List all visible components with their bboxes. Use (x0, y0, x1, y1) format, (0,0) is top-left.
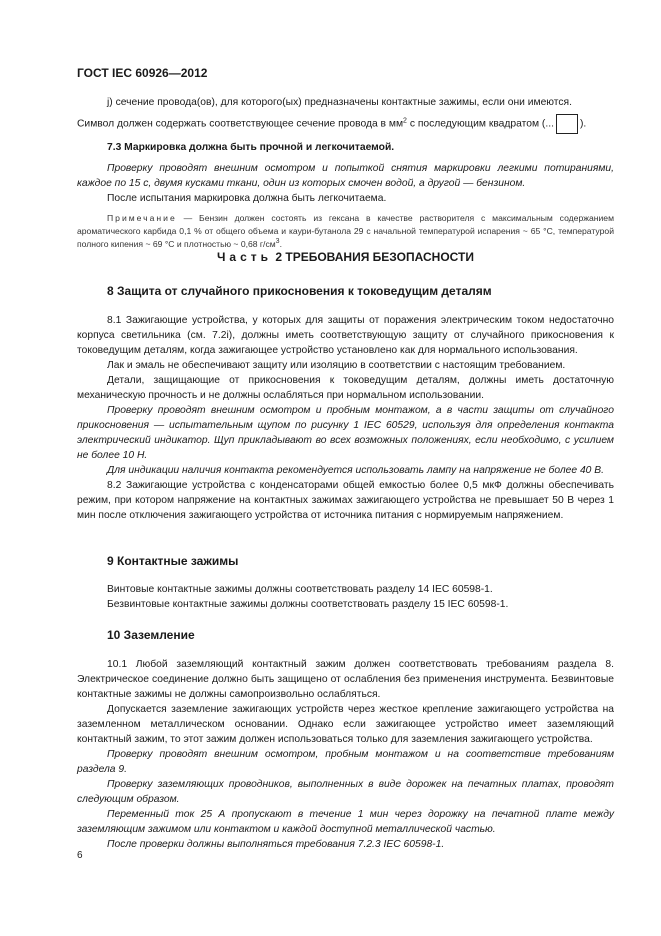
symbol-sup: 2 (403, 117, 407, 125)
section-10-1-check: Проверку проводят внешним осмотром, пробным монтажом и на соответствие требованиям раздела 9. (77, 749, 614, 775)
section-8-1-check: Проверку проводят внешним осмотром и пробным монтажом, а в части защиты от случайного прикосновения — испытательным щупом по рисунку 1 IEC 60529, используя для определения контакта электрический индикатор. Щуп прикладывают во всех возможных положениях, если необходимо, с усилием не более 10 Н. (77, 405, 614, 461)
section-10-1-after: После проверки должны выполняться требования 7.2.3 IEC 60598-1. (107, 839, 445, 850)
page-number: 6 (77, 850, 83, 861)
section-8-1-parts: Детали, защищающие от прикосновения к токоведущим деталям, должны иметь достаточную механическую прочность и не должны ослабляться при нормальном использовании. (77, 375, 614, 401)
section-7-3-title: 7.3 Маркировка должна быть прочной и легкочитаемой. (107, 142, 395, 153)
section-9-body (77, 582, 614, 612)
part-word: Часть (217, 250, 273, 264)
section-7-3-after: После испытания маркировка должна быть легкочитаема. (107, 193, 387, 204)
section-8-body (77, 313, 614, 523)
section-8-1-lacquer: Лак и эмаль не обеспечивают защиту или изоляцию в соответствии с настоящим требованием. (107, 360, 566, 371)
note-sup: 3 (275, 238, 280, 246)
note-label: Примечание (107, 213, 177, 223)
section-10-1: 10.1 Любой заземляющий контактный зажим должен соответствовать требованиям раздела 8. Электрическое соединение должно быть защищено от ослабления без применения инструмента. Безвинтовые контактные зажимы не должны самопроизвольно ослабляться. (77, 659, 614, 700)
note (77, 212, 614, 251)
section-10-1-allowed: Допускается заземление зажигающих устройств через жесткое крепление зажигающего устройства на заземленном металлическом основании. Однако если зажигающее устройство имеет заземляющий контактный зажим, то этот зажим должен использоваться только для заземления зажигающего устройства. (77, 704, 614, 745)
marking-items (77, 95, 614, 251)
symbol-text-c: ). (579, 118, 587, 130)
symbol-text: Символ должен содержать соответствующее сечение провода в мм (77, 118, 404, 130)
section-8-title: 8 Защита от случайного прикосновения к токоведущим деталям (107, 284, 492, 298)
symbol-requirement (77, 114, 614, 134)
part-2-heading (77, 250, 614, 264)
section-8-1: 8.1 Зажигающие устройства, у которых для защиты от поражения электрическим током недостаточно корпуса светильника (см. 7.2i), должны иметь соответствующую защиту от случайного прикосновения к токоведущим деталям, когда зажигающее устройство установлено как для нормального использования. (77, 315, 614, 356)
section-8-1-lamp: Для индикации наличия контакта рекомендуется использовать лампу на напряжение не более 40 В. (107, 465, 604, 476)
standard-header: ГОСТ IEC 60926—2012 (77, 66, 208, 80)
section-9-screw: Винтовые контактные зажимы должны соответствовать разделу 14 IEC 60598-1. (107, 584, 493, 595)
section-10-1-current: Переменный ток 25 А пропускают в течение 1 мин через дорожку на печатной плате между заземляющим зажимом или контактом и каждой доступной металлической частью. (77, 809, 614, 835)
symbol-text-b: с последующим квадратом (... (406, 118, 554, 130)
part-title: 2 ТРЕБОВАНИЯ БЕЗОПАСНОСТИ (272, 250, 474, 264)
note-text: — Бензин должен состоять из гексана в качестве растворителя с максимальным содержанием ароматического карбида 0,1 % от общего объема и каури-бутанола 29 с начальной температурой испарения ~ 65 °С, температурой полного кипения ~ 69 °С и плотностью ~ 0,68 г/см (77, 213, 614, 249)
section-7-3-check: Проверку проводят внешним осмотром и попыткой снятия маркировки легкими потираниями, каждое по 15 с, двумя кусками ткани, один из которых смочен водой, а другой — бензином. (77, 163, 614, 189)
section-8-2: 8.2 Зажигающие устройства с конденсаторами общей емкостью более 0,5 мкФ должны обеспечивать режим, при котором напряжение на контактных зажимах зажигающего устройства не превышает 50 В через 1 мин после отключения зажигающего устройства от источника питания с нормируемым напряжением. (77, 480, 614, 521)
section-10-body (77, 657, 614, 852)
section-10-title: 10 Заземление (107, 628, 195, 642)
note-text-end: . (279, 239, 282, 249)
square-symbol (556, 114, 578, 134)
section-9-title: 9 Контактные зажимы (107, 554, 239, 568)
section-10-1-check-2: Проверку заземляющих проводников, выполненных в виде дорожек на печатных платах, проводят следующим образом. (77, 779, 614, 805)
section-9-screwless: Безвинтовые контактные зажимы должны соответствовать разделу 15 IEC 60598-1. (107, 599, 509, 610)
item-j: j) сечение провода(ов), для которого(ых) предназначены контактные зажимы, если они имеются. (107, 97, 572, 108)
